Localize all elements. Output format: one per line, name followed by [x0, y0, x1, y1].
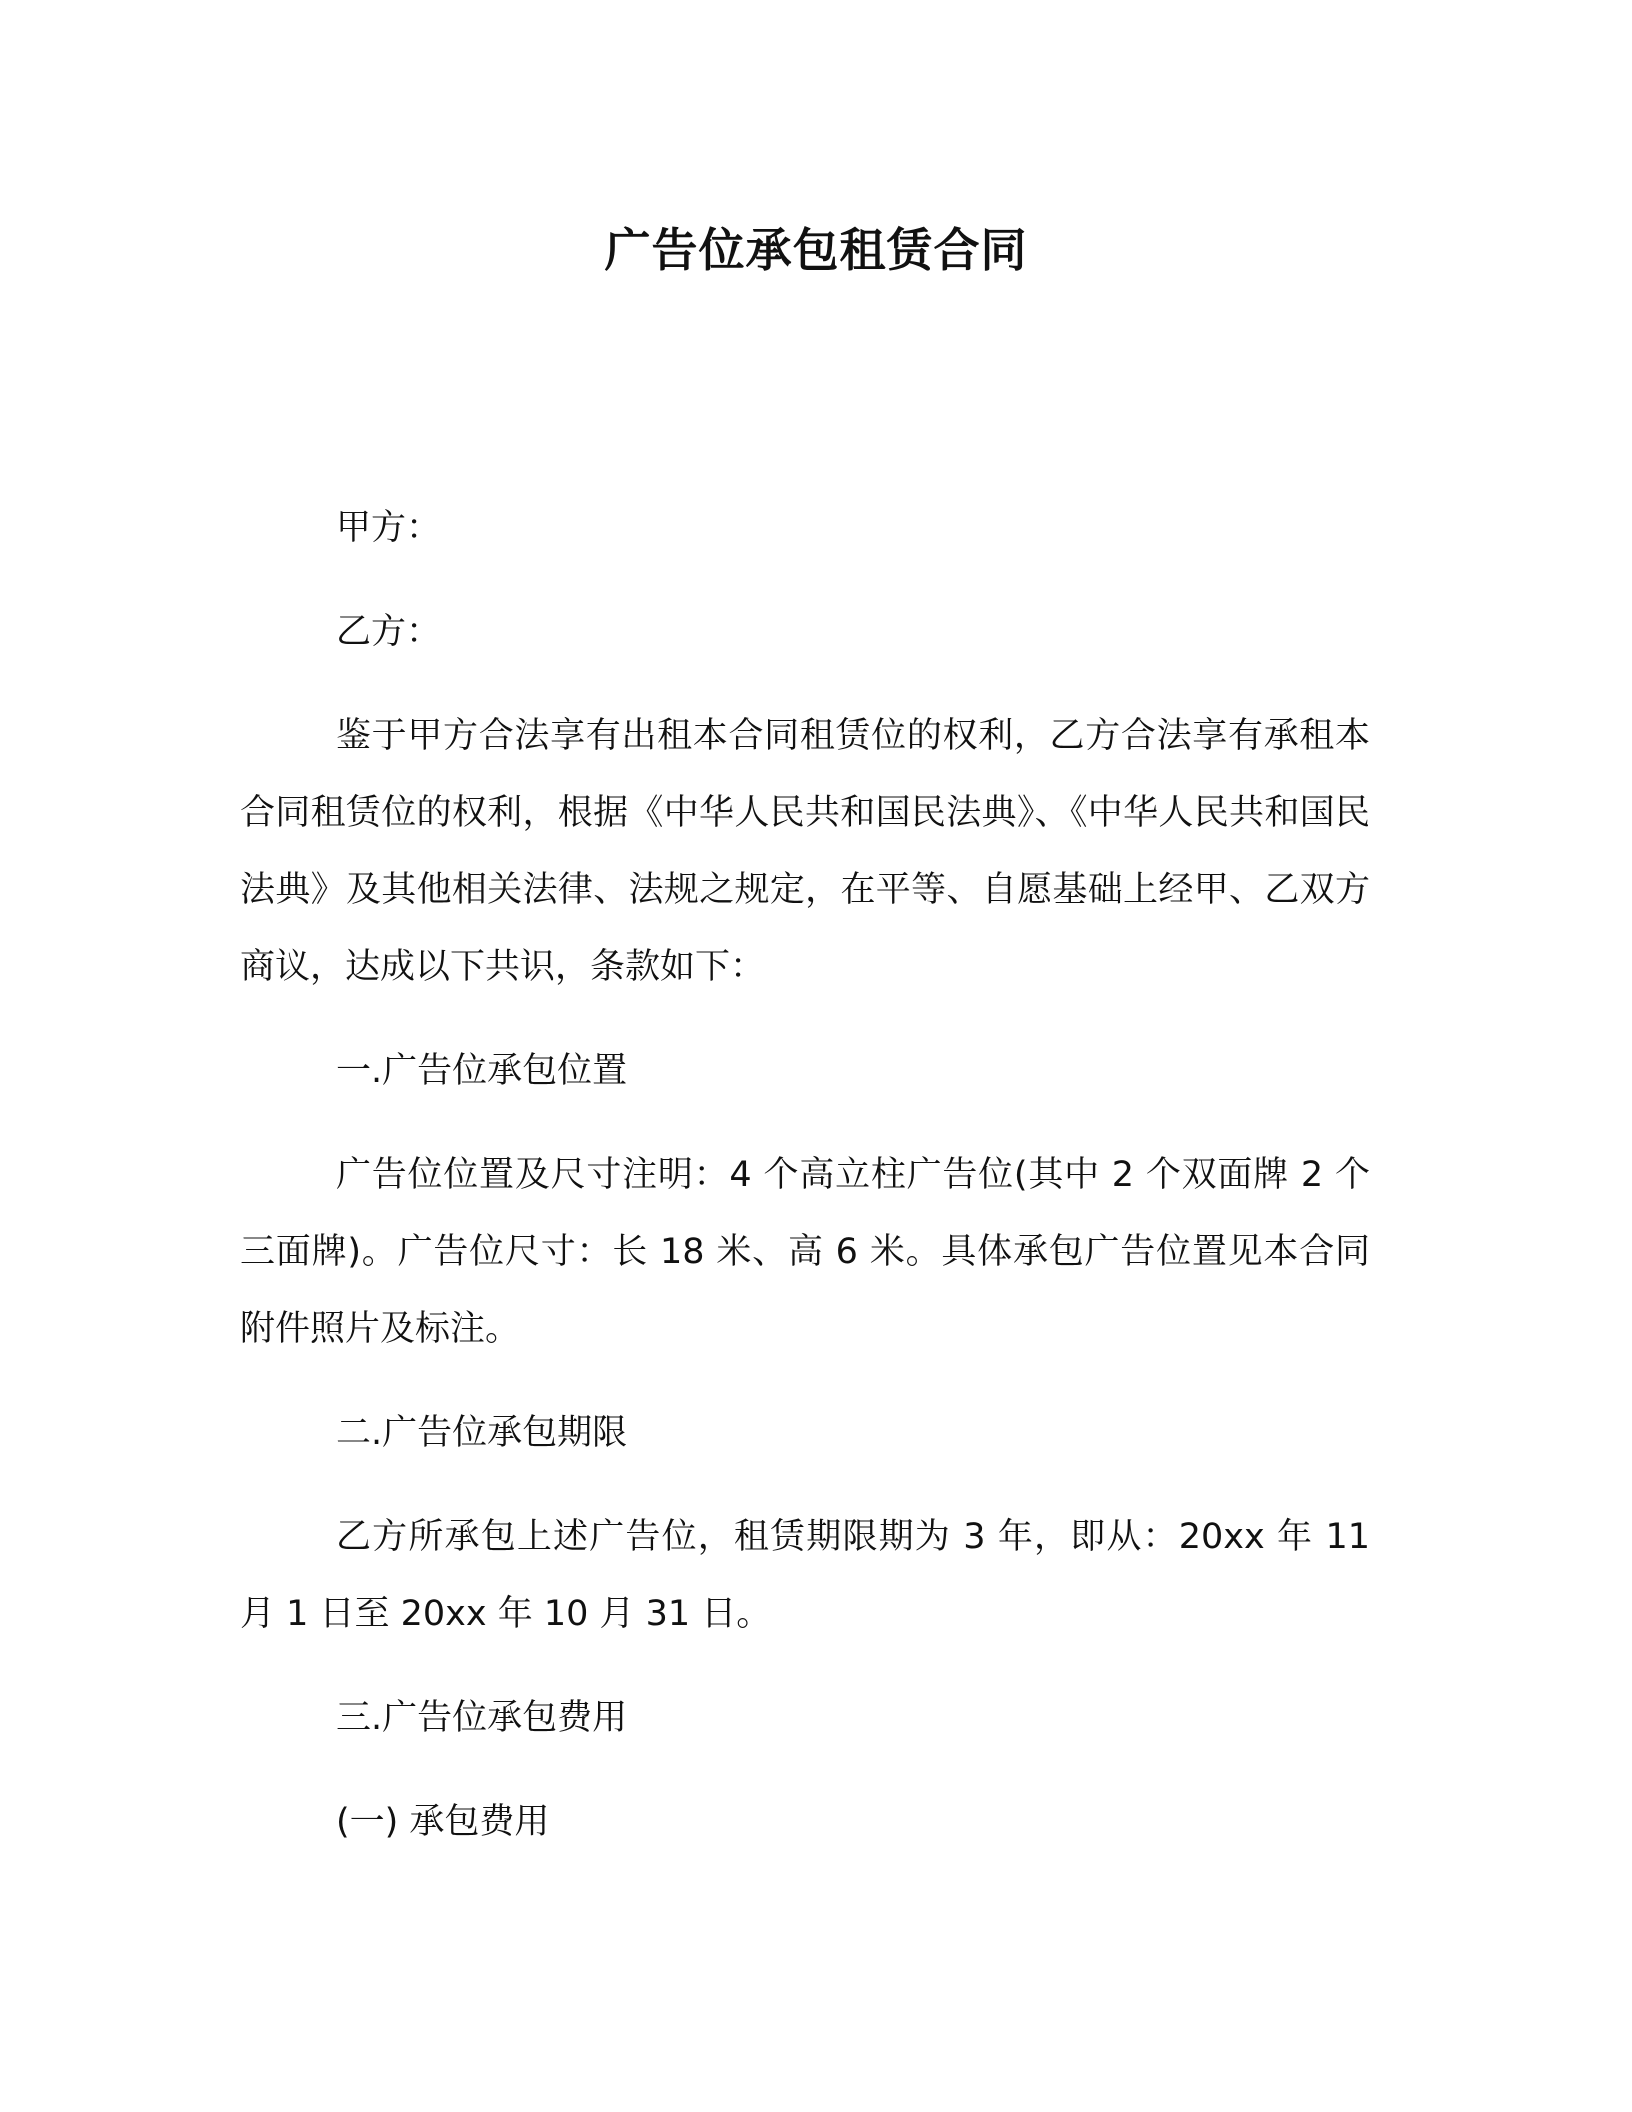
document-body: [240, 490, 1370, 1888]
section-heading-2: 二.广告位承包期限: [336, 1413, 628, 1453]
section-paragraph-2: 乙方所承包上述广告位，租赁期限期为 3 年，即从：20xx 年 11 月 1 日至 20xx 年 10 月 31 日。: [240, 1517, 1370, 1634]
section-subheading-3-1: (一) 承包费用: [336, 1802, 550, 1842]
section-heading-1: 一.广告位承包位置: [336, 1051, 628, 1091]
preamble-paragraph: 鉴于甲方合法享有出租本合同租赁位的权利，乙方合法享有承租本合同租赁位的权利，根据《中华人民共和国民法典》、《中华人民共和国民法典》及其他相关法律、法规之规定，在平等、自愿基础上经甲、乙双方商议，达成以下共识，条款如下：: [240, 716, 1370, 987]
section-paragraph-1: 广告位位置及尺寸注明：4 个高立柱广告位(其中 2 个双面牌 2 个三面牌)。广告位尺寸：长 18 米、高 6 米。具体承包广告位置见本合同附件照片及标注。: [240, 1155, 1370, 1349]
party-b-label: 乙方：: [336, 612, 442, 652]
document-title: 广告位承包租赁合同: [604, 223, 1028, 277]
party-a-label: 甲方：: [336, 508, 442, 548]
section-heading-3: 三.广告位承包费用: [336, 1698, 628, 1738]
